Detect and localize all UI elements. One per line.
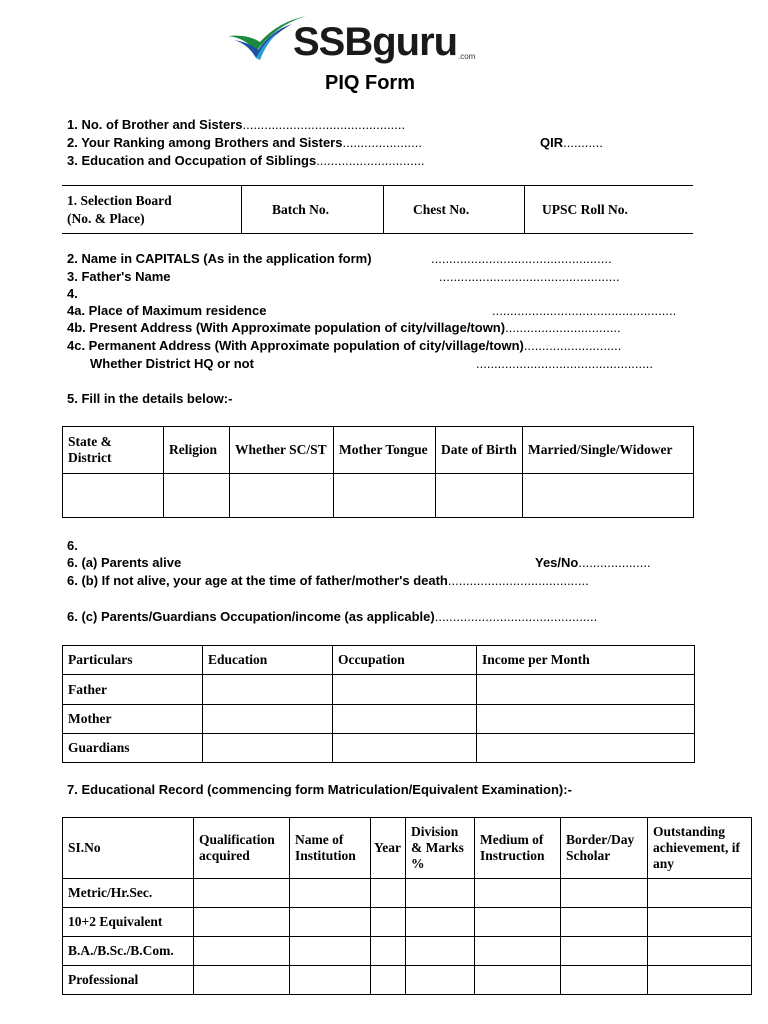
table-header: Income per Month	[477, 646, 695, 675]
table-header: Religion	[164, 427, 230, 474]
entry-cell[interactable]	[436, 474, 523, 518]
entry-cell[interactable]	[477, 705, 695, 734]
personal-details-table	[62, 426, 694, 518]
entry-cell[interactable]	[648, 937, 752, 966]
batch-no-cell	[272, 186, 329, 233]
father-name-label: 3. Father's Name	[67, 269, 171, 284]
selection-board-table	[62, 185, 693, 234]
entry-cell[interactable]	[477, 734, 695, 763]
educational-record-table	[62, 817, 752, 995]
section-7-heading: 7. Educational Record (commencing form Matriculation/Equivalent Examination):-	[67, 782, 572, 797]
entry-cell[interactable]	[203, 734, 333, 763]
intro-label: 3. Education and Occupation of Siblings	[67, 153, 317, 168]
row-label: Metric/Hr.Sec.	[63, 879, 194, 908]
entry-cell[interactable]	[406, 937, 475, 966]
fill-dots: .............................................	[242, 117, 406, 132]
entry-cell[interactable]	[194, 879, 290, 908]
logo-suffix: .com	[458, 52, 476, 61]
table-header: Occupation	[333, 646, 477, 675]
entry-cell[interactable]	[290, 908, 371, 937]
divider	[241, 186, 242, 233]
table-header: Whether SC/ST	[230, 427, 334, 474]
fill-dots: ..............................	[316, 153, 425, 168]
cell-text: Chest No.	[413, 201, 470, 217]
entry-cell[interactable]	[290, 937, 371, 966]
district-hq-label: Whether District HQ or not	[90, 356, 254, 371]
entry-cell[interactable]	[561, 966, 648, 995]
yes-no-label: Yes/No	[535, 555, 579, 570]
entry-cell[interactable]	[203, 675, 333, 705]
chest-no-cell	[413, 186, 469, 233]
qir-label: QIR	[540, 135, 564, 150]
entry-cell[interactable]	[523, 474, 694, 518]
entry-cell[interactable]	[333, 734, 477, 763]
table-header: SI.No	[63, 818, 194, 879]
entry-cell[interactable]	[334, 474, 436, 518]
entry-cell[interactable]	[406, 879, 475, 908]
entry-cell[interactable]	[371, 879, 406, 908]
entry-cell[interactable]	[648, 879, 752, 908]
entry-cell[interactable]	[561, 908, 648, 937]
item-4-label: 4.	[67, 286, 78, 301]
fill-dots: .......................................	[447, 573, 589, 588]
age-at-death-label	[67, 573, 589, 588]
fill-dots: ....................	[578, 555, 651, 570]
field-label: 4b. Present Address (With Approximate population of city/village/town)	[67, 320, 506, 335]
cell-text: Batch No.	[272, 201, 329, 217]
entry-cell[interactable]	[648, 966, 752, 995]
field-label: 6. (b) If not alive, your age at the time of father/mother's death	[67, 573, 448, 588]
entry-cell[interactable]	[475, 908, 561, 937]
table-header: Married/Single/Widower	[523, 427, 694, 474]
entry-cell[interactable]	[406, 966, 475, 995]
fill-dots: ................................	[505, 320, 621, 335]
intro-line-3	[67, 153, 425, 168]
table-header: Qualification acquired	[194, 818, 290, 879]
entry-cell[interactable]	[475, 937, 561, 966]
row-label: 10+2 Equivalent	[63, 908, 194, 937]
parents-alive-label: 6. (a) Parents alive	[67, 555, 182, 570]
present-address-label	[67, 320, 621, 335]
row-label: Guardians	[63, 734, 203, 763]
name-label: 2. Name in CAPITALS (As in the application form)	[67, 251, 372, 266]
table-header: Medium of Instruction	[475, 818, 561, 879]
fill-dots: ..................................................	[439, 269, 620, 284]
fill-dots: .............................................	[434, 609, 598, 624]
table-header: Education	[203, 646, 333, 675]
qir-field	[540, 135, 603, 150]
cell-text: (No. & Place)	[67, 210, 145, 226]
field-label: 4c. Permanent Address (With Approximate population of city/village/town)	[67, 338, 524, 353]
entry-cell[interactable]	[290, 966, 371, 995]
table-header: Year	[371, 818, 406, 879]
table-header: Outstanding achievement, if any	[648, 818, 752, 879]
section-6-heading: 6.	[67, 538, 78, 553]
entry-cell[interactable]	[203, 705, 333, 734]
table-header: Mother Tongue	[334, 427, 436, 474]
fill-dots: ...........................	[523, 338, 622, 353]
table-header: Division & Marks %	[406, 818, 475, 879]
entry-cell[interactable]	[371, 966, 406, 995]
entry-cell[interactable]	[477, 675, 695, 705]
table-header: Particulars	[63, 646, 203, 675]
entry-cell[interactable]	[475, 966, 561, 995]
intro-line-1	[67, 117, 405, 132]
entry-cell[interactable]	[194, 937, 290, 966]
logo-wordmark: SSBguru	[293, 20, 458, 64]
fill-dots: ..................................................	[431, 251, 612, 266]
selection-board-cell	[67, 186, 237, 233]
entry-cell[interactable]	[194, 966, 290, 995]
fill-dots: .................................................	[476, 356, 653, 371]
entry-cell[interactable]	[63, 474, 164, 518]
entry-cell[interactable]	[648, 908, 752, 937]
row-label: B.A./B.Sc./B.Com.	[63, 937, 194, 966]
page-title: PIQ Form	[324, 72, 415, 94]
intro-line-2	[67, 135, 422, 150]
fill-dots: ...................................................	[492, 303, 677, 318]
entry-cell[interactable]	[561, 937, 648, 966]
table-header: Border/Day Scholar	[561, 818, 648, 879]
entry-cell[interactable]	[475, 879, 561, 908]
row-label: Professional	[63, 966, 194, 995]
field-label: 6. (c) Parents/Guardians Occupation/income (as applicable)	[67, 609, 435, 624]
entry-cell[interactable]	[333, 675, 477, 705]
fill-dots: ......................	[342, 135, 422, 150]
entry-cell[interactable]	[290, 879, 371, 908]
divider	[383, 186, 384, 233]
occupation-income-label	[67, 609, 597, 624]
yes-no-field	[535, 555, 651, 570]
section-5-heading: 5. Fill in the details below:-	[67, 391, 233, 406]
intro-label: 2. Your Ranking among Brothers and Sisters	[67, 135, 343, 150]
cell-text: UPSC Roll No.	[542, 201, 628, 217]
entry-cell[interactable]	[164, 474, 230, 518]
cell-text: 1. Selection Board	[67, 192, 172, 208]
residence-label: 4a. Place of Maximum residence	[67, 303, 267, 318]
row-label: Mother	[63, 705, 203, 734]
table-header: Name of Institution	[290, 818, 371, 879]
permanent-address-label	[67, 338, 621, 353]
entry-cell[interactable]	[333, 705, 477, 734]
entry-cell[interactable]	[406, 908, 475, 937]
table-header: Date of Birth	[436, 427, 523, 474]
intro-label: 1. No. of Brother and Sisters	[67, 117, 243, 132]
row-label: Father	[63, 675, 203, 705]
fill-dots: ...........	[563, 135, 603, 150]
table-header: State & District	[63, 427, 164, 474]
entry-cell[interactable]	[561, 879, 648, 908]
entry-cell[interactable]	[230, 474, 334, 518]
divider	[524, 186, 525, 233]
entry-cell[interactable]	[371, 908, 406, 937]
upsc-roll-cell	[542, 186, 628, 233]
parents-occupation-table	[62, 645, 695, 763]
entry-cell[interactable]	[371, 937, 406, 966]
entry-cell[interactable]	[194, 908, 290, 937]
